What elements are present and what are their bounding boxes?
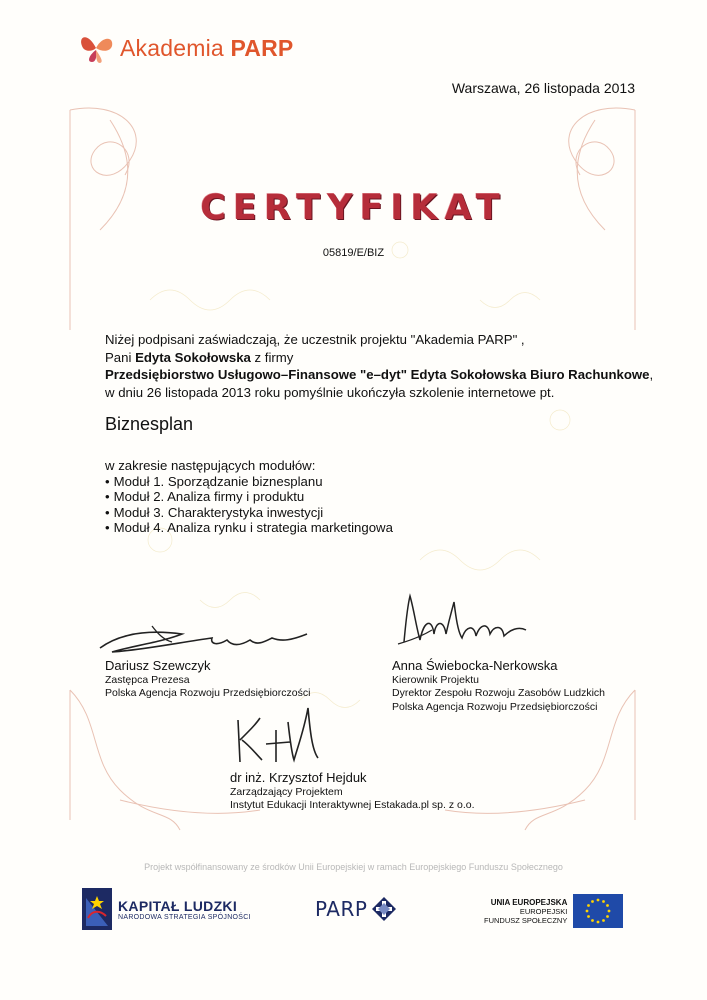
module-item: • Moduł 1. Sporządzanie biznesplanu	[105, 474, 393, 490]
signatory-3	[230, 771, 475, 813]
modules-section	[105, 458, 393, 536]
eu-title: UNIA EUROPEJSKA	[490, 897, 568, 907]
certificate-body	[105, 331, 654, 401]
akademia-parp-logo	[78, 30, 293, 66]
body-line-4: w dniu 26 listopada 2013 roku pomyślnie ukończyła szkolenie internetowe pt.	[105, 384, 555, 400]
kapital-ludzki-title: KAPITAŁ LUDZKI	[118, 897, 238, 914]
eu-flag-icon	[573, 894, 623, 928]
signatory-role: Zastępca Prezesa	[105, 673, 190, 686]
logo-text: Akademia PARP	[120, 34, 294, 61]
modules-list	[105, 474, 393, 536]
module-item: • Moduł 2. Analiza firmy i produktu	[105, 489, 393, 505]
signatory-org: Instytut Edukacji Interaktywnej Estakada.pl sp. z o.o.	[230, 799, 475, 811]
body-line-1: Niżej podpisani zaświadczają, że uczestnik projektu "Akademia PARP" ,	[105, 332, 525, 347]
issue-date: Warszawa, 26 listopada 2013	[451, 80, 635, 96]
eu-fund-line-1: EUROPEJSKI	[519, 906, 568, 916]
signatory-role: Zarządzający Projektem	[230, 785, 343, 798]
certificate-title: CERTYFIKAT	[200, 188, 507, 228]
course-title: Biznesplan	[105, 414, 194, 434]
participant-name: Edyta Sokołowska	[135, 349, 251, 365]
signatory-name: Anna Świebocka-Nerkowska	[392, 658, 558, 673]
module-item: • Moduł 4. Analiza rynku i strategia marketingowa	[105, 520, 393, 536]
eu-fund-line-2: FUNDUSZ SPOŁECZNY	[484, 915, 568, 925]
signature-hejduk	[232, 700, 332, 768]
kapital-ludzki-logo	[82, 888, 251, 930]
kapital-ludzki-icon	[82, 888, 112, 930]
modules-intro: w zakresie następujących modułów:	[105, 458, 316, 473]
body-line-2: Pani Edyta Sokołowska z firmy	[105, 349, 294, 365]
signatory-2	[392, 659, 605, 714]
footer-logos	[0, 880, 707, 950]
signature-szewczyk	[92, 612, 322, 662]
company-name: Przedsiębiorstwo Usługowo–Finansowe "e–dyt" Edyta Sokołowska Biuro Rachunkowe	[105, 367, 650, 382]
certificate-number: 05819/E/BIZ	[322, 247, 385, 259]
parp-symbol-icon	[371, 896, 397, 922]
signatory-org: Polska Agencja Rozwoju Przedsiębiorczości	[392, 700, 598, 713]
signatory-name: dr inż. Krzysztof Hejduk	[230, 770, 367, 785]
signatory-role-2: Dyrektor Zespołu Rozwoju Zasobów Ludzkich	[392, 687, 606, 699]
eu-logo	[484, 894, 623, 928]
signature-swiebocka	[392, 590, 532, 654]
module-item: • Moduł 3. Charakterystyka inwestycji	[105, 505, 393, 521]
body-line-3: Przedsiębiorstwo Usługowo–Finansowe "e–dyt" Edyta Sokołowska Biuro Rachunkowe,	[105, 367, 654, 382]
parp-logo	[315, 896, 397, 922]
butterfly-icon	[78, 30, 116, 66]
parp-logo-text: PARP	[315, 897, 368, 921]
signatory-org: Polska Agencja Rozwoju Przedsiębiorczości	[105, 687, 311, 699]
kapital-ludzki-subtitle: NARODOWA STRATEGIA SPÓJNOŚCI	[118, 913, 251, 921]
signatory-1	[105, 659, 310, 701]
signatory-role: Kierownik Projektu	[392, 673, 479, 686]
signatory-name: Dariusz Szewczyk	[105, 658, 211, 673]
eu-funding-note: Projekt współfinansowany ze środków Unii Europejskiej w ramach Europejskiego Funduszu Społecznego	[144, 862, 563, 872]
